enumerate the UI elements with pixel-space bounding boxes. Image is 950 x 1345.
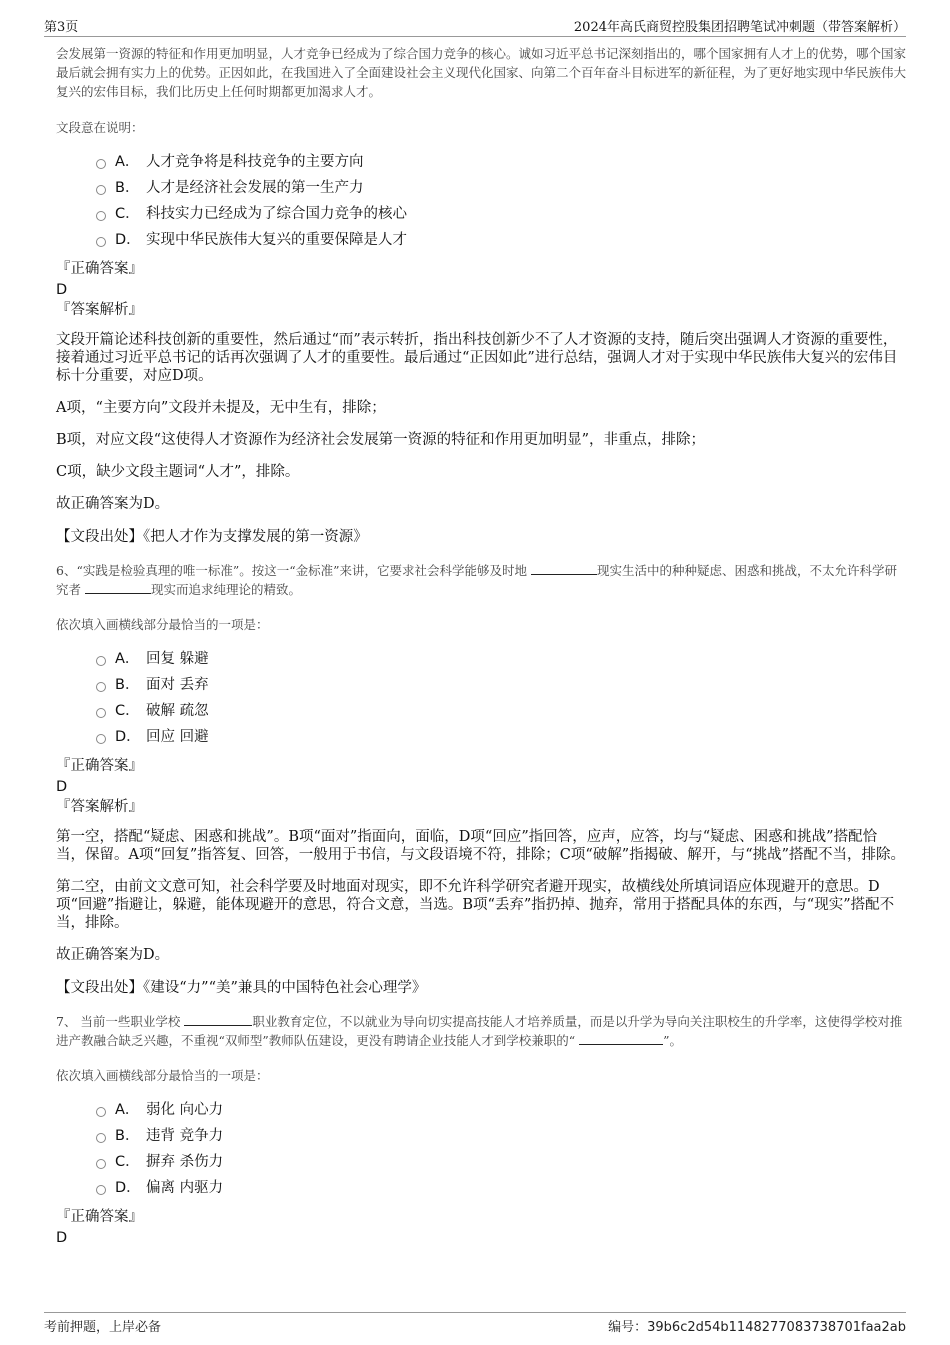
option-text: 偏离 内驱力 (146, 1180, 224, 1196)
page-number: 第3页 (44, 20, 79, 35)
page-content (56, 44, 906, 1248)
q5-option-a[interactable] (96, 149, 906, 175)
radio-button[interactable] (96, 708, 106, 718)
q6-analysis-para: 第二空，由前文文意可知，社会科学要及时地面对现实，即不允许科学研究者避开现实，故横线处所填词语应体现避开的意思。D项“回避”指避让，躲避，能体现避开的意思，符合文意，当选。B项“丢弃”指扔掉、抛弃，常用于搭配具体的东西，与“现实”搭配不当，排除。 (56, 879, 895, 931)
blank-line (531, 562, 597, 575)
q5-passage: 会发展第一资源的特征和作用更加明显，人才竞争已经成为了综合国力竞争的核心。诚如习近平总书记深刻指出的，哪个国家拥有人才上的优势，哪个国家最后就会拥有实力上的优势。正因如此，在我国进入了全面建设社会主义现代化国家、向第二个百年奋斗目标进军的新征程，为了更好地实现中华民族伟大复兴的宏伟目标，我们比历史上任何时期都更加渴求人才。 (56, 46, 907, 99)
option-text: 弱化 向心力 (146, 1102, 224, 1118)
option-letter: B． (115, 1128, 140, 1144)
footer-slogan: 考前押题，上岸必备 (44, 1320, 162, 1335)
q5-analysis-para: 故正确答案为D。 (56, 496, 170, 512)
q7-answer-label: 『正确答案』 (56, 1209, 143, 1225)
q6-source: 【文段出处】《建设“力”“美”兼具的中国特色社会心理学》 (56, 980, 427, 996)
blank-line (579, 1032, 663, 1045)
q6-stem-part3: 现实而追求纯理论的精致。 (151, 582, 302, 597)
option-text: 实现中华民族伟大复兴的重要保障是人才 (146, 232, 407, 248)
q6-option-d[interactable] (96, 724, 906, 750)
radio-button[interactable] (96, 237, 106, 247)
radio-button[interactable] (96, 1133, 106, 1143)
footer-code (608, 1316, 906, 1335)
q7-prompt: 依次填入画横线部分最恰当的一项是： (56, 1068, 269, 1083)
page-header (44, 14, 906, 37)
option-text: 破解 疏忽 (146, 703, 209, 719)
radio-button[interactable] (96, 1185, 106, 1195)
q6-option-b[interactable] (96, 672, 906, 698)
page-footer (44, 1312, 906, 1335)
radio-button[interactable] (96, 211, 106, 221)
option-letter: D． (115, 729, 141, 745)
option-text: 回复 躲避 (146, 651, 209, 667)
radio-button[interactable] (96, 185, 106, 195)
q7-options (96, 1097, 906, 1201)
q7-stem-part1: 7、 当前一些职业学校 (56, 1014, 181, 1029)
blank-line (85, 581, 151, 594)
q5-source: 【文段出处】《把人才作为支撑发展的第一资源》 (56, 529, 368, 545)
q6-stem-part2: 现实生活中的种种疑虑、困惑和挑战，不太允许科学研究者 (56, 563, 898, 597)
option-text: 人才是经济社会发展的第一生产力 (146, 180, 364, 196)
q5-analysis-para: B项，对应文段“这使得人才资源作为经济社会发展第一资源的特征和作用更加明显”，非重点，排除； (56, 432, 705, 448)
option-letter: B． (115, 180, 140, 196)
option-text: 面对 丢弃 (146, 677, 209, 693)
q7-stem (56, 1012, 906, 1050)
q5-analysis-para: A项，“主要方向”文段并未提及，无中生有，排除； (56, 400, 386, 416)
radio-button[interactable] (96, 682, 106, 692)
option-text: 人才竞争将是科技竞争的主要方向 (146, 154, 364, 170)
option-text: 回应 回避 (146, 729, 209, 745)
q6-option-a[interactable] (96, 646, 906, 672)
q5-option-d[interactable] (96, 227, 906, 253)
q5-analysis-label: 『答案解析』 (56, 302, 143, 318)
blank-line (184, 1013, 252, 1026)
q6-stem (56, 561, 906, 599)
radio-button[interactable] (96, 656, 106, 666)
q5-answer: D (56, 282, 68, 298)
option-text: 科技实力已经成为了综合国力竞争的核心 (146, 206, 407, 222)
q6-option-c[interactable] (96, 698, 906, 724)
q5-prompt: 文段意在说明： (56, 120, 144, 135)
q7-stem-part3: ”。 (663, 1033, 683, 1048)
radio-button[interactable] (96, 734, 106, 744)
q5-options (96, 149, 906, 253)
option-letter: B． (115, 677, 140, 693)
q5-answer-label: 『正确答案』 (56, 261, 143, 277)
q6-prompt: 依次填入画横线部分最恰当的一项是： (56, 617, 269, 632)
q6-options (96, 646, 906, 750)
option-letter: D． (115, 1180, 141, 1196)
q5-analysis-para: C项，缺少文段主题词“人才”，排除。 (56, 464, 300, 480)
q7-option-b[interactable] (96, 1123, 906, 1149)
q5-option-c[interactable] (96, 201, 906, 227)
q7-option-c[interactable] (96, 1149, 906, 1175)
q6-answer-label: 『正确答案』 (56, 758, 143, 774)
option-letter: A． (115, 651, 140, 667)
footer-code-value: 39b6c2d54b1148277083738701faa2ab (647, 1320, 906, 1335)
radio-button[interactable] (96, 159, 106, 169)
q7-stem-part2: 职业教育定位，不以就业为导向切实提高技能人才培养质量，而是以升学为导向关注职校生的升学率，这使得学校对推进产教融合缺乏兴趣，不重视“双师型”教师队伍建设，更没有聘请企业技能人才到学校兼职的“ (56, 1014, 903, 1048)
option-letter: C． (115, 206, 140, 222)
option-letter: C． (115, 703, 140, 719)
q5-analysis-para: 文段开篇论述科技创新的重要性，然后通过“而”表示转折，指出科技创新少不了人才资源的支持，随后突出强调人才资源的重要性，接着通过习近平总书记的话再次强调了人才的重要性。最后通过“正因如此”进行总结，强调人才对于实现中华民族伟大复兴的宏伟目标十分重要，对应D项。 (56, 332, 898, 384)
footer-code-label: 编号： (608, 1320, 648, 1335)
document-title: 2024年高氏商贸控股集团招聘笔试冲刺题（带答案解析） (573, 20, 906, 35)
q7-option-a[interactable] (96, 1097, 906, 1123)
q7-answer: D (56, 1230, 68, 1246)
q7-option-d[interactable] (96, 1175, 906, 1201)
option-text: 违背 竞争力 (146, 1128, 224, 1144)
q5-option-b[interactable] (96, 175, 906, 201)
radio-button[interactable] (96, 1107, 106, 1117)
q6-answer: D (56, 779, 68, 795)
option-text: 摒弃 杀伤力 (146, 1154, 224, 1170)
option-letter: A． (115, 1102, 140, 1118)
radio-button[interactable] (96, 1159, 106, 1169)
q6-analysis-label: 『答案解析』 (56, 799, 143, 815)
q6-analysis-para: 第一空，搭配“疑虑、困惑和挑战”。B项“面对”指面向，面临，D项“回应”指回答，应声，应答，均与“疑虑、困惑和挑战”搭配恰当，保留。A项“回复”指答复、回答，一般用于书信，与文段语境不符，排除；C项“破解”指揭破、解开，与“挑战”搭配不当，排除。 (56, 829, 906, 863)
option-letter: C． (115, 1154, 140, 1170)
option-letter: A． (115, 154, 140, 170)
q6-analysis-para: 故正确答案为D。 (56, 947, 170, 963)
option-letter: D． (115, 232, 141, 248)
q6-stem-part1: 6、“实践是检验真理的唯一标准”。按这一“金标准”来讲，它要求社会科学能够及时地 (56, 563, 528, 578)
